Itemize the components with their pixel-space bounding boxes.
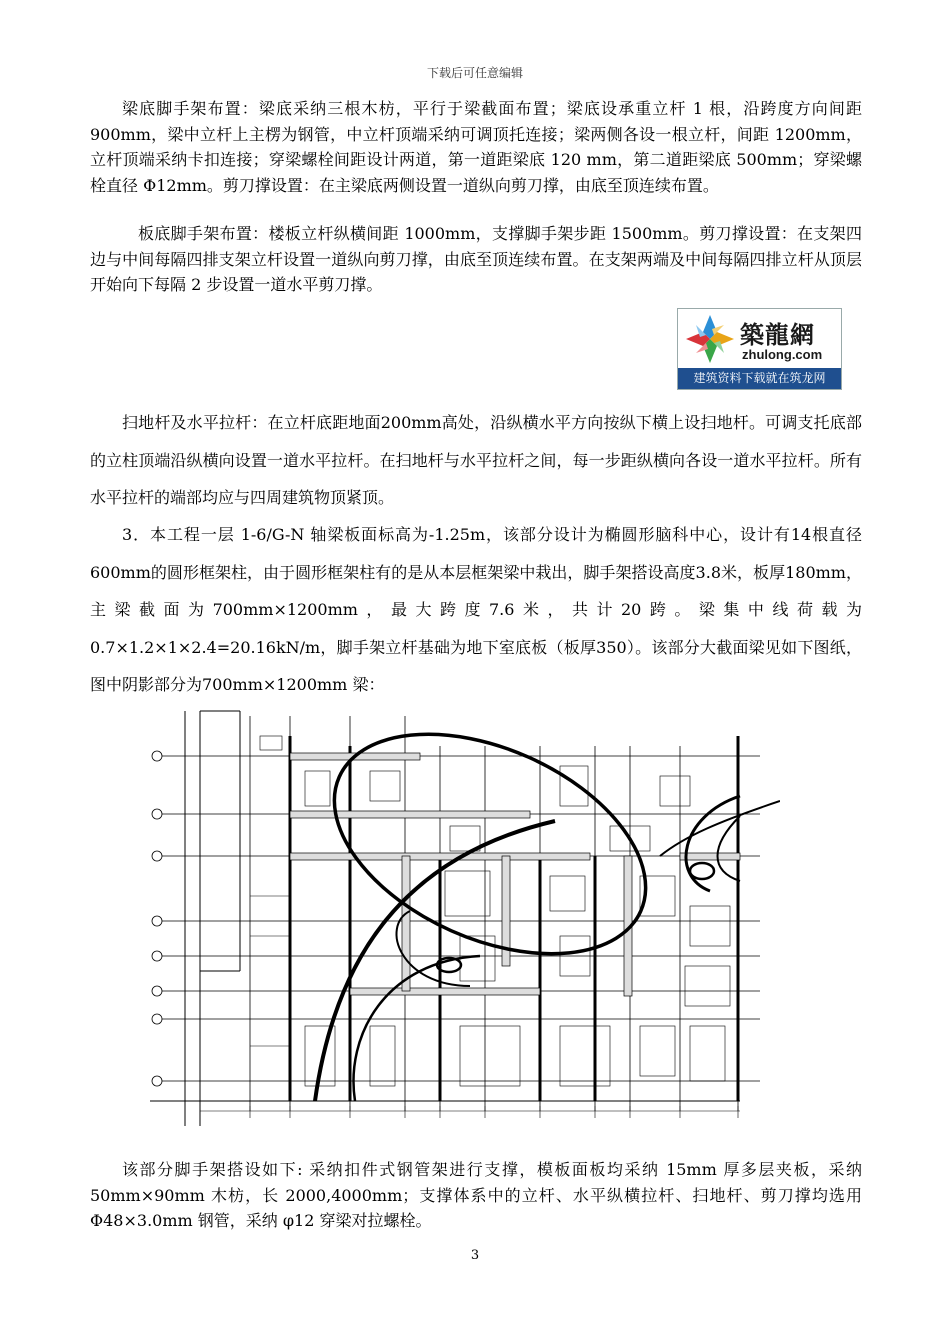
paragraph-sweep-pole: 扫地杆及水平拉杆：在立杆底距地面200mm高处，沿纵横水平方向按纵下横上设扫地杆。可调支托底部的立柱顶端沿纵横向设置一道水平拉杆。在扫地杆与水平拉杆之间，每一步距纵横向各设一道水平拉杆。所有水平拉杆的端部均应与四周建筑物顶紧顶。 xyxy=(90,413,862,507)
logo-mark-icon xyxy=(684,313,736,365)
logo-chinese-text: 築龍網 xyxy=(740,321,815,349)
page-header: 下载后可任意编辑 xyxy=(426,66,523,80)
zhulong-logo xyxy=(677,308,842,390)
paragraph-project-3: 3．本工程一层 1-6/G-N 轴梁板面标高为-1.25m，该部分设计为椭圆形脑科中心，设计有14根直径600mm的圆形框架柱，由于圆形框架柱有的是从本层框架梁中栽出，脚手架搭设高度3.8米，板厚180mm，主梁截面为700mm×1200mm，最大跨度7.6米，共计20跨。梁集中线荷载为0.7×1.2×1×2.4=20.16kN/m，脚手架立杆基础为地下室底板（板厚350）。该部分大截面梁见如下图纸，图中阴影部分为700mm×1200mm 梁： xyxy=(90,525,862,694)
logo-english-text: zhulong.com xyxy=(742,347,823,362)
paragraph-beam-scaffold: 梁底脚手架布置：梁底采纳三根木枋，平行于梁截面布置；梁底设承重立杆 1 根，沿跨度方向间距 900mm，梁中立杆上主楞为钢管，中立杆顶端采纳可调顶托连接；梁两侧各设一根立杆，间距 1200mm，立杆顶端采纳卡扣连接；穿梁螺栓间距设计两道，第一道距梁底 120 mm，第二道距梁底 500mm；穿梁螺栓直径 Φ12mm。剪刀撑设置：在主梁底两侧设置一道纵向剪刀撑，由底至顶连续布置。 xyxy=(90,99,862,195)
logo-slogan: 建筑资料下载就在筑龙网 xyxy=(678,368,841,389)
paragraph-slab-scaffold: 板底脚手架布置：楼板立杆纵横间距 1000mm，支撑脚手架步距 1500mm。剪刀撑设置：在支架四边与中间每隔四排支架立杆设置一道纵向剪刀撑，由底至顶连续布置。在支架两端及中间每隔四排立杆从顶层开始向下每隔 2 步设置一道水平剪刀撑。 xyxy=(90,224,862,294)
floor-plan-drawing xyxy=(140,706,780,1132)
paragraph-scaffold-setup: 该部分脚手架搭设如下: 采纳扣件式钢管架进行支撑，模板面板均采纳 15mm 厚多层夹板，采纳 50mm×90mm 木枋，长 2000,4000mm；支撑体系中的立杆、水平纵横拉杆、扫地杆、剪刀撑均选用 Φ48×3.0mm 钢管，采纳 φ12 穿梁对拉螺栓。 xyxy=(90,1160,862,1230)
page-number: 3 xyxy=(470,1248,480,1263)
